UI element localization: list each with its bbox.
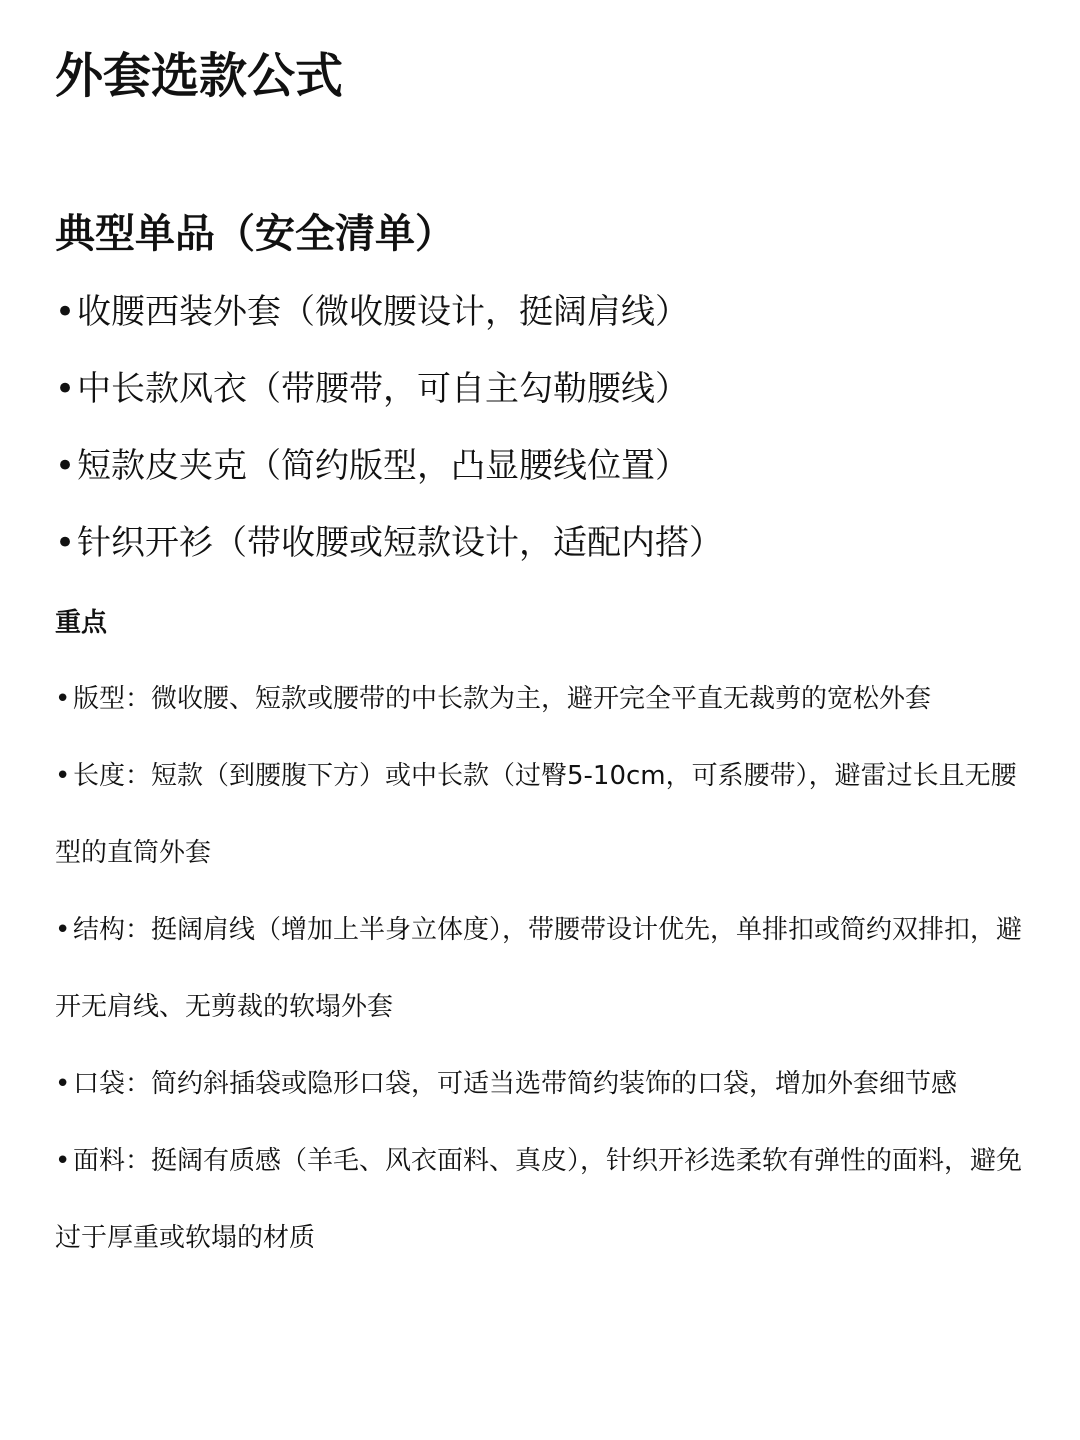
list-item-text: 收腰西装外套（微收腰设计，挺阔肩线） xyxy=(77,292,689,332)
bullet: • xyxy=(55,684,71,714)
key-point-item xyxy=(55,1123,1030,1277)
typical-items-list xyxy=(55,279,723,587)
bullet: • xyxy=(55,292,76,332)
key-point-text: 口袋：简约斜插袋或隐形口袋，可适当选带简约装饰的口袋，增加外套细节感 xyxy=(73,1069,958,1099)
key-points-list xyxy=(55,661,1030,1277)
key-point-text: 面料：挺阔有质感（羊毛、风衣面料、真皮），针织开衫选柔软有弹性的面料，避免过于厚重或软塌的材质 xyxy=(55,1146,1023,1253)
list-item-text: 短款皮夹克（简约版型，凸显腰线位置） xyxy=(77,446,689,486)
key-point-text: 版型：微收腰、短款或腰带的中长款为主，避开完全平直无裁剪的宽松外套 xyxy=(73,684,932,714)
key-point-text: 长度：短款（到腰腹下方）或中长款（过臀5-10cm，可系腰带），避雷过长且无腰型的直筒外套 xyxy=(55,761,1017,868)
bullet: • xyxy=(55,1069,71,1099)
bullet: • xyxy=(55,446,76,486)
key-points-heading: 重点 xyxy=(55,608,108,638)
bullet: • xyxy=(55,1146,71,1176)
key-point-item xyxy=(55,661,1030,738)
typical-items-heading: 典型单品（安全清单） xyxy=(55,211,455,257)
list-item xyxy=(55,279,723,356)
bullet: • xyxy=(55,915,71,945)
list-item-text: 中长款风衣（带腰带，可自主勾勒腰线） xyxy=(77,369,689,409)
key-point-item xyxy=(55,1046,1030,1123)
bullet: • xyxy=(55,523,76,563)
key-point-item xyxy=(55,892,1030,1046)
bullet: • xyxy=(55,369,76,409)
list-item xyxy=(55,356,723,433)
list-item xyxy=(55,433,723,510)
list-item-text: 针织开衫（带收腰或短款设计，适配内搭） xyxy=(77,523,723,563)
page-title: 外套选款公式 xyxy=(55,48,344,104)
key-point-text: 结构：挺阔肩线（增加上半身立体度），带腰带设计优先，单排扣或简约双排扣，避开无肩线、无剪裁的软塌外套 xyxy=(55,915,1023,1022)
list-item xyxy=(55,510,723,587)
bullet: • xyxy=(55,761,71,791)
key-point-item xyxy=(55,738,1030,892)
